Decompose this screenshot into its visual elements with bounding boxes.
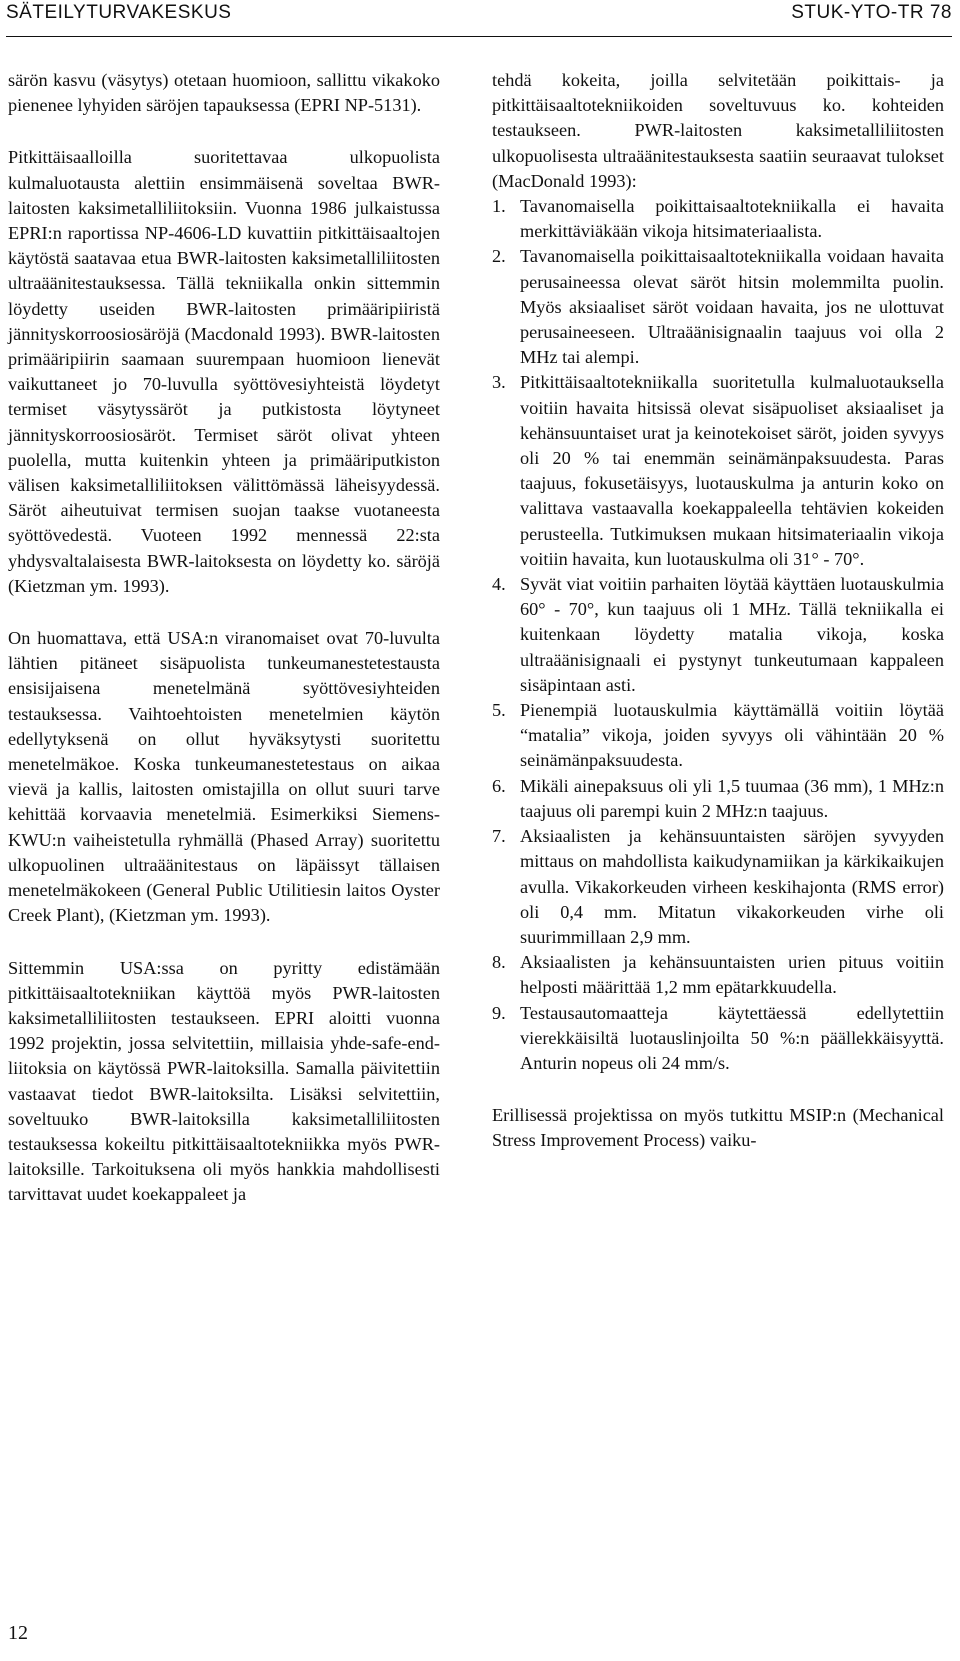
header-divider bbox=[6, 36, 952, 37]
list-item bbox=[492, 1001, 944, 1077]
header-report-code: STUK-YTO-TR 78 bbox=[791, 2, 952, 23]
list-number: 4. bbox=[492, 574, 506, 595]
list-item bbox=[492, 370, 944, 572]
paragraph: Erillisessä projektissa on myös tutkittu MSIP:n (Mechanical Stress Improvement Process) vaiku- bbox=[492, 1105, 944, 1151]
header-organization: SÄTEILYTURVAKESKUS bbox=[6, 2, 232, 23]
list-item bbox=[492, 194, 944, 244]
list-number: 7. bbox=[492, 826, 506, 847]
list-number: 6. bbox=[492, 775, 506, 796]
list-text: Aksiaalisten ja kehänsuuntaisten urien pituus voitiin helposti määrittää 1,2 mm epätarkkuudella. bbox=[520, 952, 944, 998]
list-item bbox=[492, 244, 944, 370]
paragraph: Sittemmin USA:ssa on pyritty edistämään pitkittäisaaltotekniikan käyttöä myös PWR-laitosten kaksimetalliliitosten testaukseen. EPRI aloitti vuonna 1992 projektin, jossa selvitettiin, millaisia yhde-safe-end-liitoksia on käytössä PWR-laitoksilla. Samalla päivitettiin vastaavat tiedot BWR-laitoksilta. Lisäksi selvitettiin, soveltuuko BWR-laitoksilla kaksimetalliliitosten testauksessa kokeiltu pitkittäisaaltotekniikka myös PWR-laitoksille. Tarkoituksena oli myös hankkia mahdollisesti tarvittavat uudet koekappaleet ja bbox=[8, 957, 440, 1205]
right-column bbox=[492, 68, 944, 1154]
list-number: 2. bbox=[492, 246, 506, 267]
list-item bbox=[492, 950, 944, 1000]
list-number: 8. bbox=[492, 952, 506, 973]
list-text: Pienempiä luotauskulmia käyttämällä voitiin löytää “matalia” vikoja, joiden syvyys oli vähintään 20 % seinämänpaksuudesta. bbox=[520, 700, 944, 771]
list-text: Testausautomaatteja käytettäessä edellytettiin vierekkäisiltä luotauslinjoilta 50 %:n päällekkäisyyttä. Anturin nopeus oli 24 mm/s. bbox=[520, 1002, 944, 1073]
paragraph: särön kasvu (väsytys) otetaan huomioon, sallittu vikakoko pienenee lyhyiden säröjen tapauksessa (EPRI NP-5131). bbox=[8, 70, 440, 116]
list-text: Mikäli ainepaksuus oli yli 1,5 tuumaa (36 mm), 1 MHz:n taajuus oli parempi kuin 2 MHz:n taajuus. bbox=[520, 775, 944, 821]
list-text: Syvät viat voitiin parhaiten löytää käyttäen luotauskulmia 60° - 70°, kun taajuus oli 1 MHz. Tällä tekniikalla ei kuitenkaan löydetty matalia vikoja, koska ultraäänisignaali ei pystynyt tunkeutumaan kappaleen sisäpintaan asti. bbox=[520, 574, 944, 695]
list-number: 5. bbox=[492, 700, 506, 721]
list-text: Pitkittäisaaltotekniikalla suoritetulla kulmaluotauksella voitiin havaita hitsissä olevat sisäpuoliset aksiaaliset ja kehänsuuntaiset urat ja keinotekoiset säröt, joiden syvyys oli 20 % tai enemmän seinämänpaksuudesta. Paras taajuus, fokusetäisyys, luotauskulma ja anturin koko on valittava vastaavalla koekappaleella tehtävien kokeiden perusteella. Tutkimuksen mukaan hitsimateriaalin vikoja voitiin havaita, kun luotauskulma oli 31° - 70°. bbox=[520, 372, 944, 569]
list-item bbox=[492, 698, 944, 774]
findings-list bbox=[492, 194, 944, 1076]
running-header bbox=[6, 2, 952, 36]
list-number: 3. bbox=[492, 372, 506, 393]
list-item bbox=[492, 824, 944, 950]
left-column bbox=[8, 68, 440, 1208]
list-text: Aksiaalisten ja kehänsuuntaisten säröjen syvyyden mittaus on mahdollista kaikudynamiikan ja kärkikaikujen avulla. Vikakorkeuden virheen keskihajonta (RMS error) oli 0,4 mm. Mitatun vikakorkeuden virhe oli suurimmillaan 2,9 mm. bbox=[520, 826, 944, 947]
list-number: 9. bbox=[492, 1002, 506, 1023]
paragraph: On huomattava, että USA:n viranomaiset ovat 70-luvulta lähtien pitäneet sisäpuolista tunkeumanestetestausta ensisijaisena menetelmänä syöttövesiyhteiden testauksessa. Vaihtoehtoisten menetelmien käytön edellytyksenä on ollut hyväksytysti suoritettu menetelmäkoe. Koska tunkeumanestetestaus on aikaa vievä ja kallis, laitosten omistajilla on ollut suuri tarve kehittää korvaavia menetelmiä. Esimerkiksi Siemens-KWU:n vaiheistetulla ryhmällä (Phased Array) suoritettu ulkopuolinen ultraäänitestaus on läpäissyt tällaisen menetelmäkokeen (General Public Utilitiesin laitos Oyster Creek Plant), (Kietzman ym. 1993). bbox=[8, 628, 440, 926]
list-number: 1. bbox=[492, 196, 506, 217]
list-item bbox=[492, 572, 944, 698]
paragraph: Pitkittäisaalloilla suoritettavaa ulkopuolista kulmaluotausta alettiin ensimmäisenä soveltaa BWR-laitosten kaksimetalliliitoksiin. Vuonna 1986 julkaistussa EPRI:n raportissa NP-4606-LD kuvattiin pitkittäisaaltojen käytöstä saatavaa etua BWR-laitosten kaksimetalliliitosten ultraäänitestauksessa. Tällä tekniikalla onkin sittemmin löydetty useiden BWR-laitosten primääripiiristä jännityskorroosiosäröjä (Macdonald 1993). BWR-laitosten primääripiirin saamaan suurempaan huomioon lienevät vaikuttaneet jo 70-luvulla syöttövesiyhteistä löydetyt termiset väsytyssäröt ja putkistosta löytyneet jännityskorroosiosäröt. Termiset säröt olivat yhteen puolella, mutta kuitenkin yhteen ja primääriputkiston välisen kaksimetalliliitoksen välittömässä läheisyydessä. Säröt aiheutuivat termisen suojan taakse vuotaneesta syöttövedestä. Vuoteen 1992 mennessä 22:sta yhdysvaltalaisesta BWR-laitoksesta on löydetty ko. säröjä (Kietzman ym. 1993). bbox=[8, 147, 440, 596]
paragraph: tehdä kokeita, joilla selvitetään poikittais- ja pitkittäisaaltotekniikoiden soveltuvuus ko. kohteiden testaukseen. PWR-laitosten kaksimetalliliitosten ulkopuolisesta ultraäänitestauksesta saatiin seuraavat tulokset (MacDonald 1993): bbox=[492, 70, 944, 191]
list-item bbox=[492, 774, 944, 824]
page-number: 12 bbox=[8, 1622, 28, 1644]
list-text: Tavanomaisella poikittaisaaltotekniikalla voidaan havaita perusaineessa olevat säröt hitsin molemmilta puolin. Myös aksiaaliset säröt voidaan havaita, jos ne ulottuvat perusaineeseen. Ultraäänisignaalin taajuus voi olla 2 MHz tai alempi. bbox=[520, 246, 944, 368]
list-text: Tavanomaisella poikittaisaaltotekniikalla ei havaita merkittäviäkään vikoja hitsimateriaalista. bbox=[520, 196, 944, 242]
